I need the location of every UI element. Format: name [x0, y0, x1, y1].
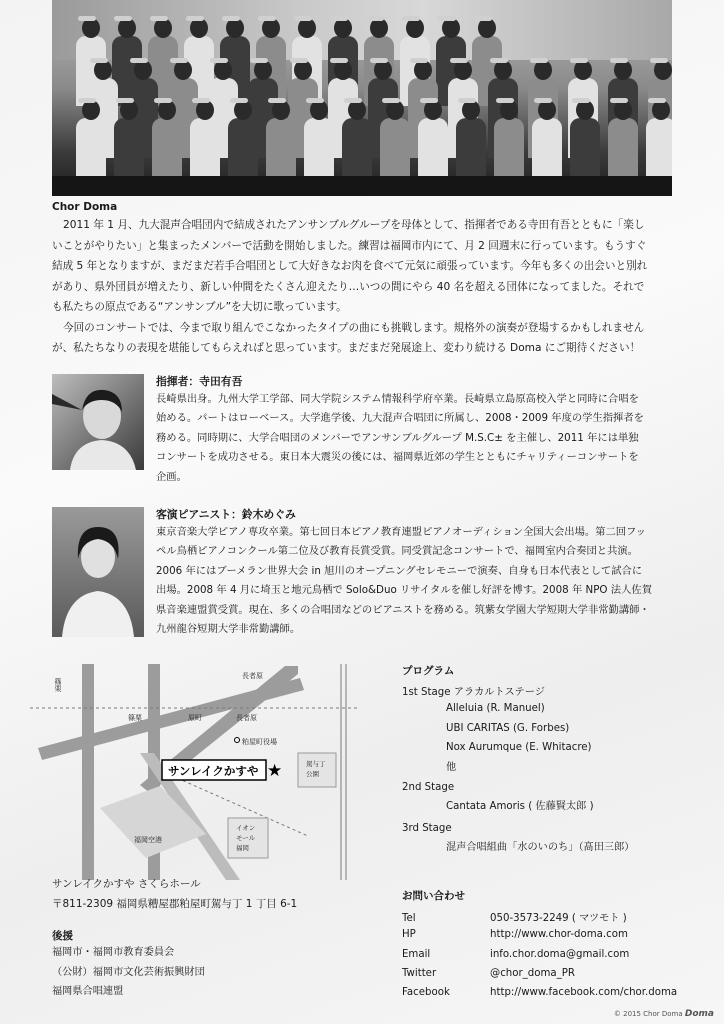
svg-text:篠栗: 篠栗	[54, 678, 62, 692]
doma-logo: Doma	[684, 1009, 714, 1019]
program-stage-1-items: Alleluia (R. Manuel) UBI CARITAS (G. Forbes) Nox Aurumque (E. Whitacre) 他	[446, 703, 592, 773]
svg-text:イオン: イオン	[236, 824, 256, 832]
map-label-airport: 福岡空港	[134, 836, 162, 844]
svg-text:福岡: 福岡	[236, 844, 249, 852]
venue-name: サンレイクかすや さくらホール	[52, 878, 201, 890]
group-photo	[52, 0, 672, 196]
access-map	[30, 658, 370, 880]
hp-link[interactable]: http://www.chor-doma.com	[490, 929, 628, 940]
pianist-title: 客演ピアニスト：鈴木めぐみ	[156, 508, 296, 521]
contact-facebook: Facebook http://www.facebook.com/chor.doma	[402, 987, 678, 998]
group-para-2: 今回のコンサートでは、今まで取り組んでこなかったタイプの曲にも挑戦します。規格外の演奏が登場するかもしれません が、私たちなりの表現を堪能してもらえればと思っています。まだまだ発展途上、変わり続ける Doma にご期待ください！	[52, 321, 645, 354]
copyright: © 2015 Chor Doma Doma	[613, 1009, 714, 1019]
svg-text:モール: モール	[236, 834, 256, 842]
map-label-choja-bara: 長者原	[242, 672, 263, 680]
venue-address: 〒811-2309 福岡県糟屋郡粕屋町駕与丁 1 丁目 6-1	[52, 898, 298, 910]
email-link[interactable]: info.chor.doma@gmail.com	[490, 949, 630, 960]
twitter-link[interactable]: @chor_doma_PR	[490, 968, 575, 979]
map-label-town-office: 粕屋町役場	[242, 738, 277, 746]
conductor-portrait	[52, 374, 144, 470]
map-label-harumachi: 原町	[188, 714, 202, 722]
conductor-bio: 長崎県出身。九州大学工学部、同大学院システム情報科学府卒業。長崎県立島原高校入学と同時に合唱を 始める。パートはローベース。大学進学後、九大混声合唱団に所属し、2008・2009 年度の学生指揮者を 務める。同時期に、大学合唱団のメンバーでアンサンブルグループ M.S.C± を主催し、2011 年には単独 コンサートを成功させる。東日本大震災の後には、福岡県近郊の学生とともにチャリティーコンサートを 企画。	[156, 393, 644, 483]
map-label-choja-bara-crossing: 長者原	[236, 714, 257, 722]
group-name: Chor Doma	[52, 201, 118, 213]
program-stage-3: 3rd Stage	[402, 823, 452, 834]
map-star-icon: ★	[267, 761, 283, 781]
svg-text:公園: 公園	[306, 770, 319, 778]
svg-text:駕与丁: 駕与丁	[306, 760, 326, 768]
conductor-title: 指揮者：寺田有吾	[156, 375, 243, 388]
contact-title: お問い合わせ	[402, 890, 465, 902]
pianist-bio: 東京音楽大学ピアノ専攻卒業。第七回日本ピアノ教育連盟ピアノオーディション全国大会出場。第二回フッ ペル鳥栖ピアノコンクール第二位及び教育長賞受賞。同受賞記念コンサートで、福岡室内合奏団と共演。 2006 年にはブーメラン世界大会 in 旭川のオープニングセレモニーで演奏、自身も日本代表として試合に 出場。2008 年 4 月に埼玉と地元鳥栖で Solo&Duo リサイタルを催し好評を博す。2008 年 NPO 法人佐賀 県音楽連盟賞受賞。現在、多くの合唱団などのピアニストを務める。筑紫女学園大学短期大学非常勤講師・ 九州龍谷短期大学非常勤講師。	[156, 526, 652, 636]
contact-twitter: Twitter @chor_doma_PR	[402, 968, 575, 979]
program-stage-3-items: 混声合唱組曲「水のいのち」（髙田三郎）	[446, 842, 635, 853]
program-stage-2: 2nd Stage	[402, 782, 455, 793]
group-description	[52, 215, 692, 359]
facebook-link[interactable]: http://www.facebook.com/chor.doma	[490, 987, 678, 998]
contact-tel: Tel 050-3573-2249 ( マツモト )	[402, 913, 627, 924]
support-list: 福岡市・福岡市教育委員会 （公財）福岡市文化芸術振興財団 福岡県合唱連盟	[52, 947, 205, 997]
support-title: 後援	[52, 930, 73, 942]
map-venue-label: サンレイクかすや	[168, 764, 259, 778]
program-stage-1: 1st Stage アラカルトステージ	[402, 687, 545, 698]
contact-email: Email info.chor.doma@gmail.com	[402, 949, 630, 960]
group-para-1: 2011 年 1 月、九大混声合唱団内で結成されたアンサンブルグループを母体として、指揮者である寺田有吾とともに「楽し いことがやりたい」と集まったメンバーで活動を開始しました。練習は福岡市内にて、月 2 回週末に行っています。もうすぐ 結成 5 年となりますが、まだまだ若手合唱団として大好きなお肉を食べて元気に頑張っています。今年も多くの出会いと別れ があり、県外団員が増えたり、新しい仲間をたくさん迎えたり…いつの間にやら 40 名を超える団体になってました。それで も私たちの原点である“アンサンブル”を大切に歌っています。	[52, 219, 648, 313]
program-stage-2-items: Cantata Amoris ( 佐藤賢太郎 )	[446, 801, 594, 812]
program-title: プログラム	[402, 665, 455, 677]
pianist-portrait	[52, 507, 144, 637]
contact-hp: HP http://www.chor-doma.com	[402, 929, 628, 940]
map-label-sasaguri: 篠栗	[128, 714, 142, 722]
